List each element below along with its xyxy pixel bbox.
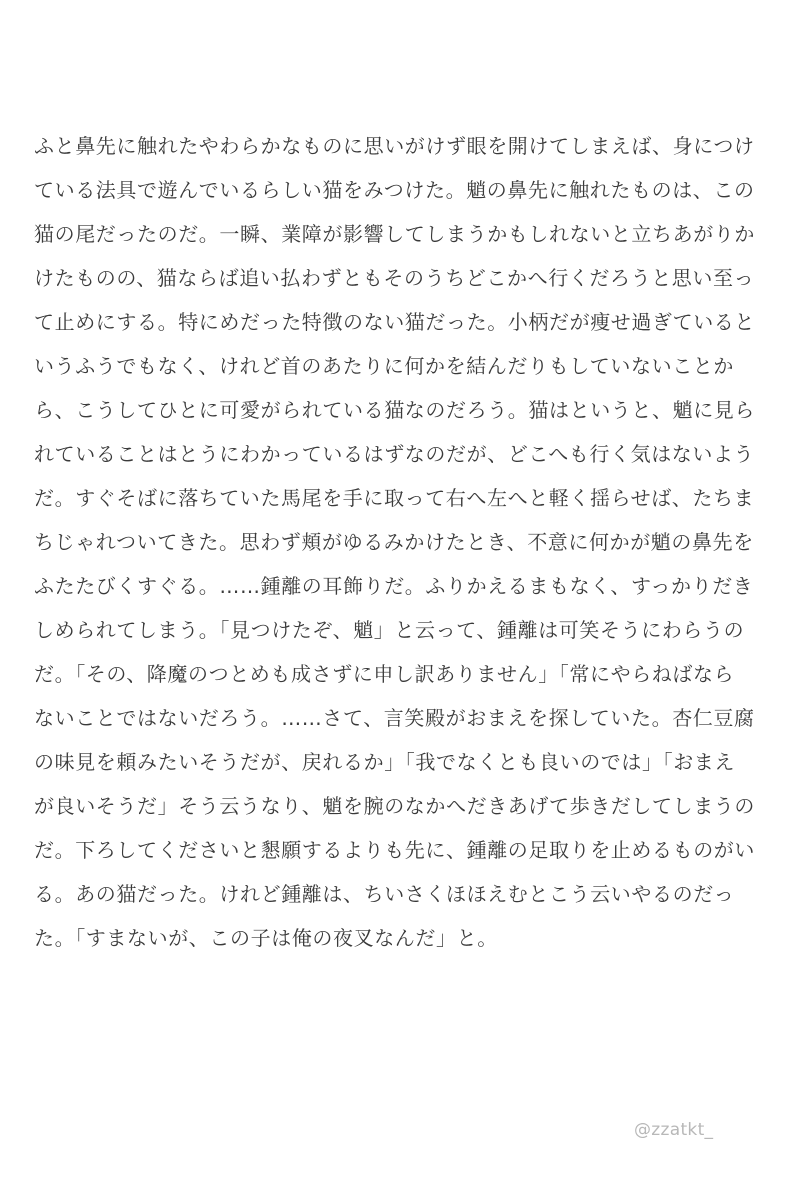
text-line: ている法具で遊んでいるらしい猫をみつけた。魈の鼻先に触れたものは、この bbox=[34, 178, 755, 202]
text-line: だ。すぐそばに落ちていた馬尾を手に取って右へ左へと軽く揺らせば、たちま bbox=[34, 486, 755, 510]
text-line: 猫の尾だったのだ。一瞬、業障が影響してしまうかもしれないと立ちあがりか bbox=[34, 222, 755, 246]
text-line: けたものの、猫ならば追い払わずともそのうちどこかへ行くだろうと思い至っ bbox=[34, 266, 755, 290]
story-text bbox=[34, 124, 774, 960]
text-line: て止めにする。特にめだった特徴のない猫だった。小柄だが痩せ過ぎていると bbox=[34, 310, 755, 334]
text-line: ふと鼻先に触れたやわらかなものに思いがけず眼を開けてしまえば、身につけ bbox=[34, 134, 755, 158]
text-line: ちじゃれついてきた。思わず頬がゆるみかけたとき、不意に何かが魈の鼻先を bbox=[34, 530, 754, 554]
text-line: ら、こうしてひとに可愛がられている猫なのだろう。猫はというと、魈に見ら bbox=[34, 398, 755, 422]
text-line: る。あの猫だった。けれど鍾離は、ちいさくほほえむとこう云いやるのだっ bbox=[34, 882, 735, 906]
text-line: しめられてしまう。「見つけたぞ、魈」と云って、鍾離は可笑そうにわらうの bbox=[34, 618, 745, 642]
text-line: ないことではないだろう。……さて、言笑殿がおまえを探していた。杏仁豆腐 bbox=[34, 706, 755, 730]
text-line: いうふうでもなく、けれど首のあたりに何かを結んだりもしていないことか bbox=[34, 354, 734, 378]
text-line: れていることはとうにわかっているはずなのだが、どこへも行く気はないよう bbox=[34, 442, 755, 466]
text-line: が良いそうだ」そう云うなり、魈を腕のなかへだきあげて歩きだしてしまうの bbox=[34, 794, 755, 818]
text-line: ふたたびくすぐる。……鍾離の耳飾りだ。ふりかえるまもなく、すっかりだき bbox=[34, 574, 754, 598]
text-line: の味見を頼みたいそうだが、戻れるか」「我でなくとも良いのでは」「おまえ bbox=[34, 750, 735, 774]
text-line: だ。「その、降魔のつとめも成さずに申し訳ありません」「常にやらねばなら bbox=[34, 662, 735, 686]
text-line: だ。下ろしてくださいと懇願するよりも先に、鍾離の足取りを止めるものがい bbox=[34, 838, 755, 862]
text-line: た。「すまないが、この子は俺の夜叉なんだ」と。 bbox=[34, 926, 498, 950]
author-watermark: @zzatkt_ bbox=[634, 1120, 714, 1140]
